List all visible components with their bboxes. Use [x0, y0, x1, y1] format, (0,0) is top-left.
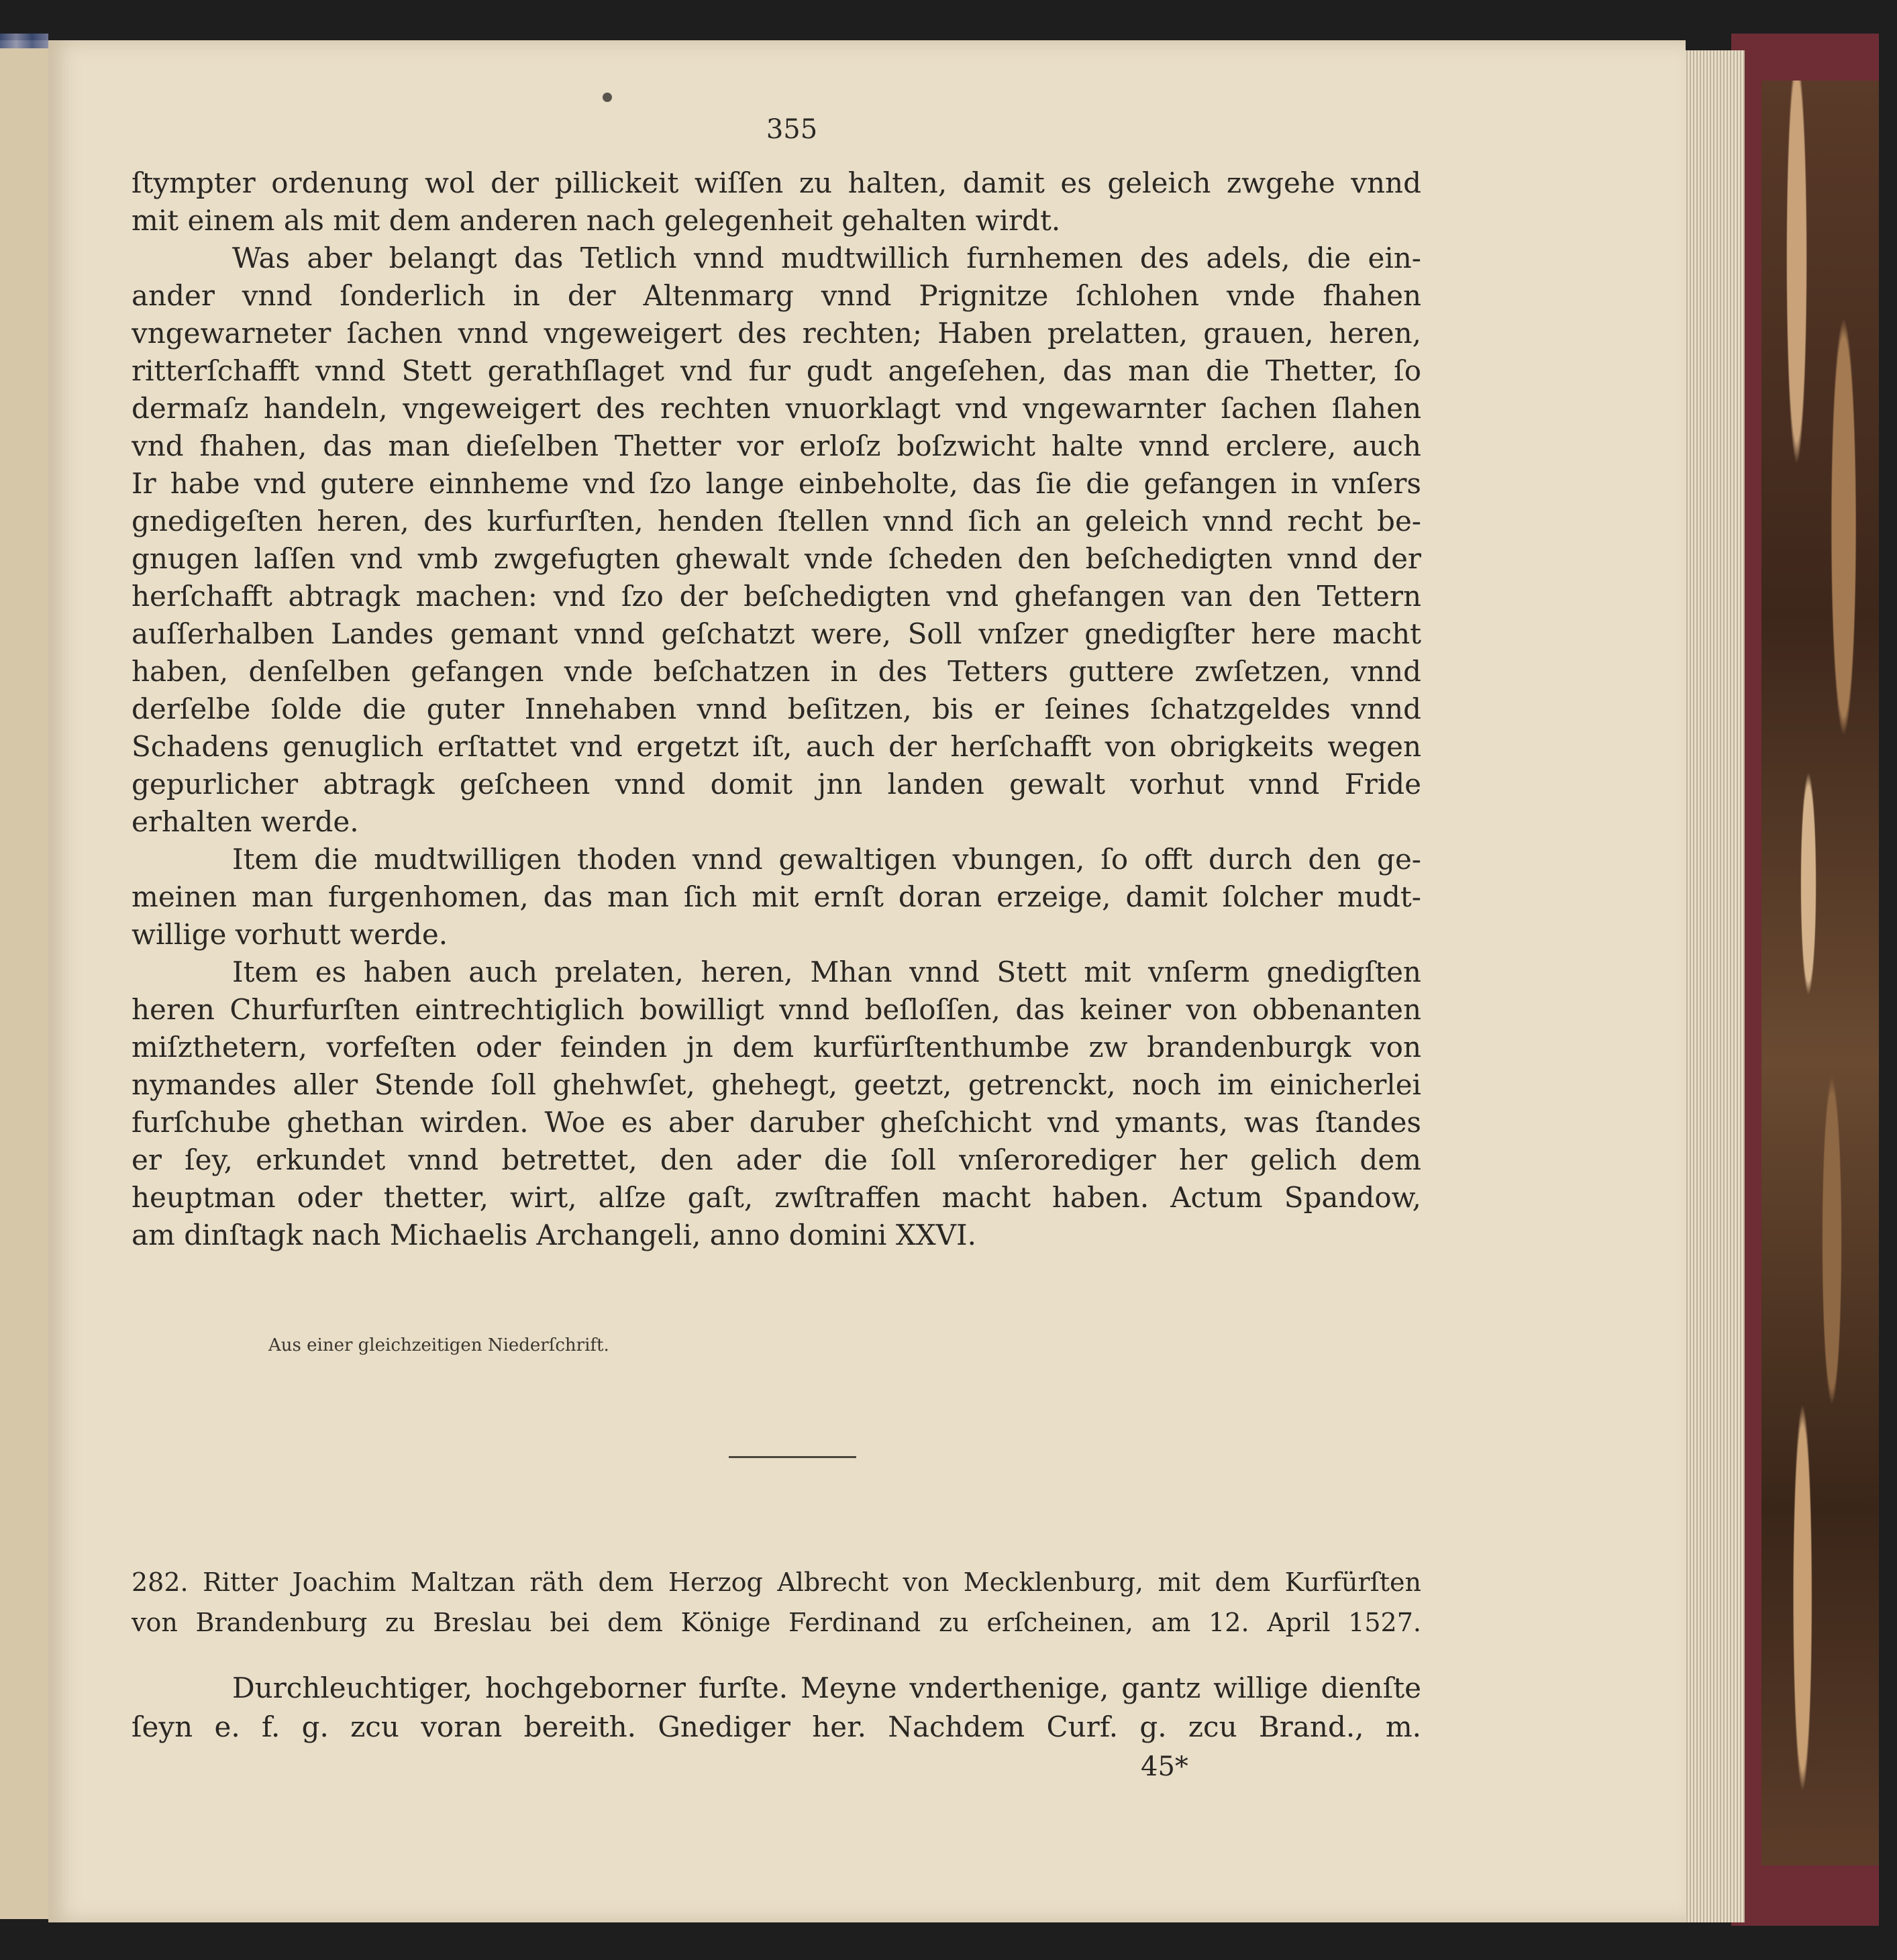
text-line: dermaſz handeln, vngeweigert des rechten vnuorklagt vnd vngewarnter ſachen ſlahen — [132, 392, 1421, 425]
heading-line: 282. Ritter Joachim Maltzan räth dem Herzog Albrecht von Mecklenburg, mit dem Kurfürſten — [132, 1567, 1421, 1597]
text-line: ritterſchafft vnnd Stett gerathſlaget vnd fur gudt angeſehen, das man die Thetter, ſo — [132, 354, 1421, 387]
text-line: heuptman oder thetter, wirt, alſze gaſt, zwſtraffen macht haben. Actum Spandow, — [132, 1181, 1421, 1214]
text-line: erhalten werde. — [132, 805, 359, 838]
text-line: gepurlicher abtragk geſcheen vnnd domit jnn landen gewalt vorhut vnnd Fride — [132, 768, 1421, 801]
text-line: ſeyn e. f. g. zcu voran bereith. Gnediger her. Nachdem Curf. g. zcu Brand., m. — [132, 1710, 1421, 1743]
source-note: Aus einer gleichzeitigen Niederſchrift. — [268, 1335, 609, 1355]
document-heading — [132, 1562, 1421, 1643]
left-page-edge — [0, 40, 50, 1919]
text-line: Was aber belangt das Tetlich vnnd mudtwillich furnhemen des adels, die ein- — [232, 242, 1421, 274]
text-line: vngewarneter ſachen vnnd vngeweigert des rechten; Haben prelatten, grauen, heren, — [132, 317, 1421, 350]
text-line: meinen man furgenhomen, das man ſich mit ernſt doran erzeige, damit ſolcher mudt- — [132, 880, 1421, 913]
ink-dot — [603, 93, 612, 102]
text-line: furſchube ghethan wirden. Woe es aber daruber gheſchicht vnd ymants, was ſtandes — [132, 1106, 1421, 1139]
letter-text — [132, 1669, 1421, 1747]
text-line: herſchafft abtragk machen: vnd ſzo der beſchedigten vnd ghefangen van den Tettern — [132, 580, 1421, 613]
text-line: ander vnnd ſonderlich in der Altenmarg vnnd Prignitze ſchlohen vnde fhahen — [132, 279, 1421, 312]
text-line: Durchleuchtiger, hochgeborner furſte. Meyne vnderthenige, gantz willige dienſte — [232, 1671, 1421, 1704]
text-line: Item die mudtwilligen thoden vnnd gewaltigen vbungen, ſo offt durch den ge- — [232, 843, 1421, 876]
text-line: Schadens genuglich erſtattet vnd ergetzt iſt, auch der herſchafft von obrigkeits wegen — [132, 730, 1421, 763]
text-line: gnedigeſten heren, des kurfurſten, henden ſtellen vnnd ſich an geleich vnnd recht be- — [132, 505, 1421, 537]
text-line: gnugen laſſen vnd vmb zwgefugten ghewalt vnde ſcheden den beſchedigten vnnd der — [132, 542, 1421, 575]
text-line: vnd fhahen, das man dieſelben Thetter vor erloſz boſzwicht halte vnnd erclere, auch — [132, 429, 1421, 462]
text-line: ſtympter ordenung wol der pillickeit wiſſen zu halten, damit es geleich zwgehe vnnd — [132, 166, 1421, 199]
section-divider — [729, 1456, 856, 1458]
text-line: miſzthetern, vorfeſten oder feinden jn dem kurfürſtenthumbe zw brandenburgk von — [132, 1031, 1421, 1064]
text-line: heren Churfurſten eintrechtiglich bowilligt vnnd beſloſſen, das keiner von obbenanten — [132, 993, 1421, 1026]
left-cover-marbled-edge — [0, 34, 48, 48]
heading-line: von Brandenburg zu Breslau bei dem Könige Ferdinand zu erſcheinen, am 12. April 1527. — [132, 1608, 1421, 1637]
text-line: er ſey, erkundet vnnd betrettet, den ader die ſoll vnſerorediger her gelich dem — [132, 1143, 1421, 1176]
page-number: 355 — [766, 114, 818, 145]
text-line: Item es haben auch prelaten, heren, Mhan vnnd Stett mit vnſerm gnedigſten — [232, 956, 1421, 988]
body-text — [132, 164, 1421, 1254]
text-line: am dinſtagk nach Michaelis Archangeli, anno domini XXVI. — [132, 1219, 976, 1251]
marbled-endpaper — [1761, 81, 1879, 1865]
text-line: willige vorhutt werde. — [132, 918, 448, 951]
text-line: mit einem als mit dem anderen nach gelegenheit gehalten wirdt. — [132, 204, 1061, 237]
text-line: auſſerhalben Landes gemant vnnd geſchatzt were, Soll vnſzer gnedigſter here macht — [132, 617, 1421, 650]
text-line: nymandes aller Stende ſoll ghehwſet, ghehegt, geetzt, getrenckt, noch im einicherlei — [132, 1068, 1421, 1101]
text-line: derſelbe ſolde die guter Innehaben vnnd beſitzen, bis er ſeines ſchatzgeldes vnnd — [132, 692, 1421, 725]
text-line: Ir habe vnd gutere einnheme vnd ſzo lange einbeholte, das ſie die gefangen in vnſers — [132, 467, 1421, 500]
signature-mark: 45* — [1141, 1751, 1188, 1782]
page-block-edges — [1681, 50, 1745, 1922]
text-line: haben, denſelben gefangen vnde beſchatzen in des Tetters guttere zwſetzen, vnnd — [132, 655, 1421, 688]
